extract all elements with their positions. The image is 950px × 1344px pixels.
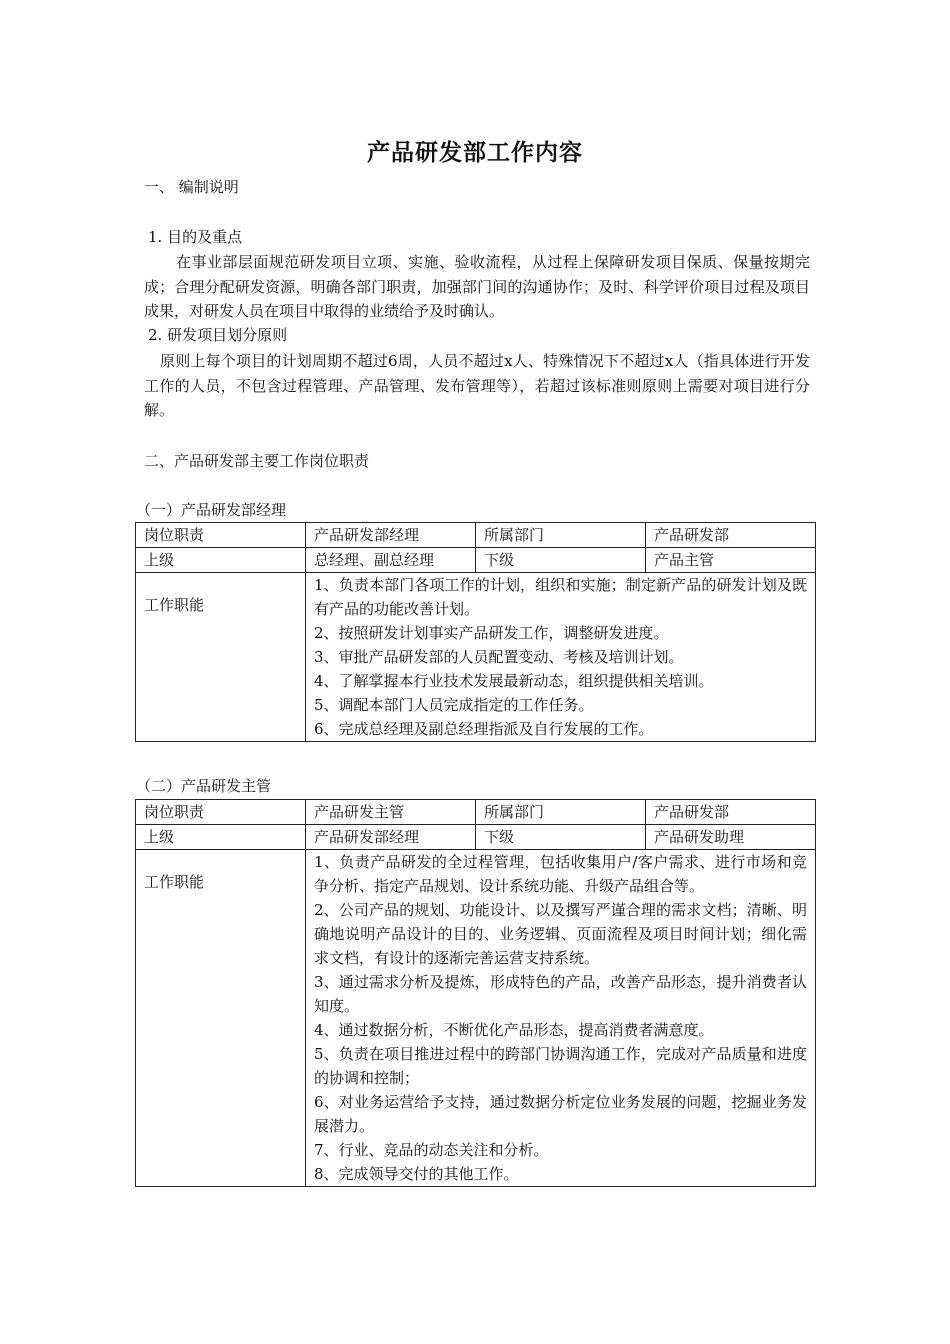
table-cell: 所属部门: [476, 523, 646, 548]
table-row: [136, 825, 816, 850]
section-heading-duties: 二、产品研发部主要工作岗位职责: [144, 452, 370, 470]
item-heading-purpose: 1. 目的及重点: [148, 228, 243, 246]
duties-label: 工作职能: [136, 573, 306, 742]
duty-item: 7、行业、竞品的动态关注和分析。: [314, 1141, 549, 1159]
table-cell: 产品主管: [646, 548, 816, 573]
duty-table-supervisor: [135, 799, 816, 1187]
table-cell: 岗位职责: [136, 800, 306, 825]
table-row: [136, 850, 816, 1187]
duty-item: 3、审批产品研发部的人员配置变动、考核及培训计划。: [314, 648, 684, 666]
duty-item: 6、对业务运营给予支持，通过数据分析定位业务发展的问题，挖掘业务发展潜力。: [314, 1093, 807, 1135]
table-cell: 上级: [136, 825, 306, 850]
table-cell: 产品研发部经理: [306, 825, 476, 850]
table-cell: 产品研发助理: [646, 825, 816, 850]
table-caption-supervisor: （二）产品研发主管: [136, 777, 272, 795]
section-heading-compilation: 一、 编制说明: [144, 178, 239, 196]
item-heading-division-principle: 2. 研发项目划分原则: [148, 326, 288, 344]
duty-item: 3、通过需求分析及提炼，形成特色的产品，改善产品形态，提升消费者认知度。: [314, 973, 807, 1015]
duty-item: 6、完成总经理及副总经理指派及自行发展的工作。: [314, 720, 654, 738]
paragraph-division-principle: 原则上每个项目的计划周期不超过6周，人员不超过x人、特殊情况下不超过x人（指具体进行开发工作的人员，不包含过程管理、产品管理、发布管理等），若超过该标准则原则上需要对项目进行分解。: [144, 352, 810, 419]
duty-item: 5、负责在项目推进过程中的跨部门协调沟通工作，完成对产品质量和进度的协调和控制；: [314, 1045, 807, 1087]
duties-label: 工作职能: [136, 850, 306, 1187]
duty-item: 4、通过数据分析，不断优化产品形态，提高消费者满意度。: [314, 1021, 714, 1039]
table-row: [136, 573, 816, 742]
duty-item: 8、完成领导交付的其他工作。: [314, 1165, 519, 1183]
duty-item: 1、负责本部门各项工作的计划，组织和实施；制定新产品的研发计划及既有产品的功能改善计划。: [314, 576, 807, 618]
table-cell: 总经理、副总经理: [306, 548, 476, 573]
paragraph-purpose: 在事业部层面规范研发项目立项、实施、验收流程，从过程上保障研发项目保质、保量按期完成；合理分配研发资源，明确各部门职责，加强部门间的沟通协作；及时、科学评价项目过程及项目成果，对研发人员在项目中取得的业绩给予及时确认。: [144, 253, 810, 320]
table-cell: 产品研发部: [646, 800, 816, 825]
duty-item: 2、按照研发计划事实产品研发工作，调整研发进度。: [314, 624, 669, 642]
table-row: [136, 548, 816, 573]
table-cell: 岗位职责: [136, 523, 306, 548]
table-cell: 下级: [476, 825, 646, 850]
table-caption-manager: （一）产品研发部经理: [136, 501, 287, 519]
table-cell: 产品研发主管: [306, 800, 476, 825]
table-cell: 上级: [136, 548, 306, 573]
table-row: [136, 523, 816, 548]
duty-table-manager: [135, 522, 816, 742]
duties-cell: [306, 850, 816, 1187]
duty-item: 1、负责产品研发的全过程管理，包括收集用户/客户需求、进行市场和竞争分析、指定产品规划、设计系统功能、升级产品组合等。: [314, 853, 807, 895]
duty-item: 5、调配本部门人员完成指定的工作任务。: [314, 696, 594, 714]
table-cell: 所属部门: [476, 800, 646, 825]
table-cell: 下级: [476, 548, 646, 573]
table-cell: 产品研发部: [646, 523, 816, 548]
duty-item: 4、了解掌握本行业技术发展最新动态，组织提供相关培训。: [314, 672, 714, 690]
table-cell: 产品研发部经理: [306, 523, 476, 548]
table-row: [136, 800, 816, 825]
duty-item: 2、公司产品的规划、功能设计、以及撰写严谨合理的需求文档；清晰、明确地说明产品设计的目的、业务逻辑、页面流程及项目时间计划；细化需求文档，有设计的逐渐完善运营支持系统。: [314, 901, 807, 967]
document-title: 产品研发部工作内容: [367, 139, 583, 166]
duties-cell: [306, 573, 816, 742]
